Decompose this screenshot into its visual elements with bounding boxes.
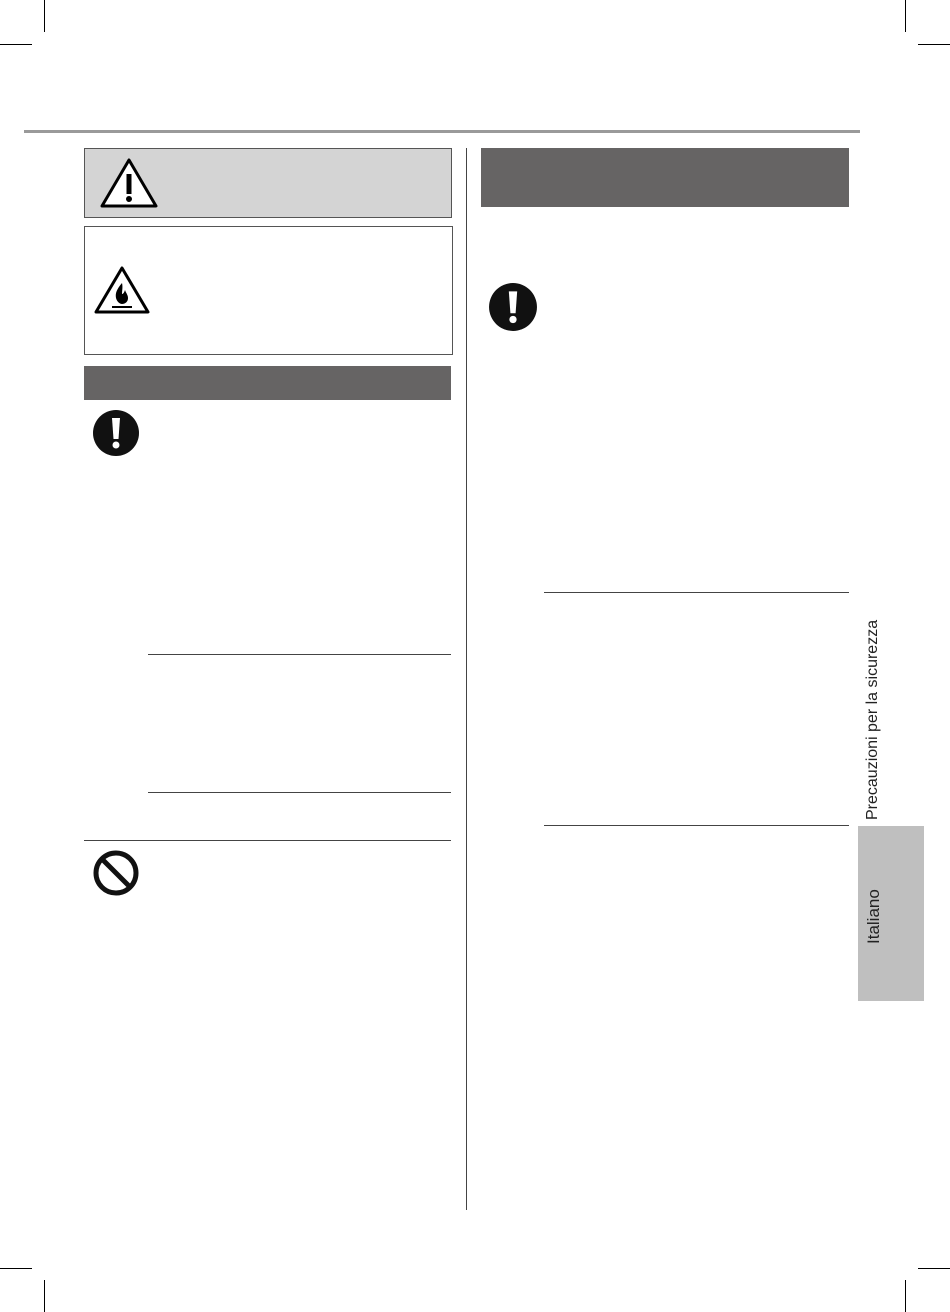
crop-mark-top-right — [905, 0, 906, 32]
language-label: Italiano — [864, 889, 883, 944]
flammable-notice-box — [84, 226, 453, 355]
prohibited-icon — [92, 849, 140, 902]
right-section-header — [481, 148, 849, 207]
crop-mark-top-left-h — [0, 44, 32, 45]
right-divider-2 — [544, 825, 849, 826]
crop-mark-bottom-right — [905, 1280, 906, 1312]
warning-triangle-icon — [99, 157, 159, 214]
left-divider-1 — [148, 654, 451, 655]
right-divider-1 — [544, 592, 849, 593]
crop-mark-bottom-left-h — [0, 1268, 32, 1269]
mandatory-action-icon — [92, 409, 140, 462]
header-rule — [24, 130, 860, 133]
mandatory-action-icon — [488, 282, 538, 337]
left-divider-3 — [84, 840, 451, 841]
crop-mark-bottom-left — [44, 1280, 45, 1312]
left-section-header — [84, 366, 451, 400]
warning-header-box — [84, 148, 452, 218]
column-divider — [466, 148, 467, 1210]
crop-mark-bottom-right-h — [918, 1268, 950, 1269]
flammable-material-icon — [93, 265, 151, 320]
side-section-label: Precauzioni per la sicurezza — [864, 619, 881, 820]
left-divider-2 — [148, 792, 451, 793]
crop-mark-top-left — [44, 0, 45, 32]
crop-mark-top-right-h — [918, 44, 950, 45]
